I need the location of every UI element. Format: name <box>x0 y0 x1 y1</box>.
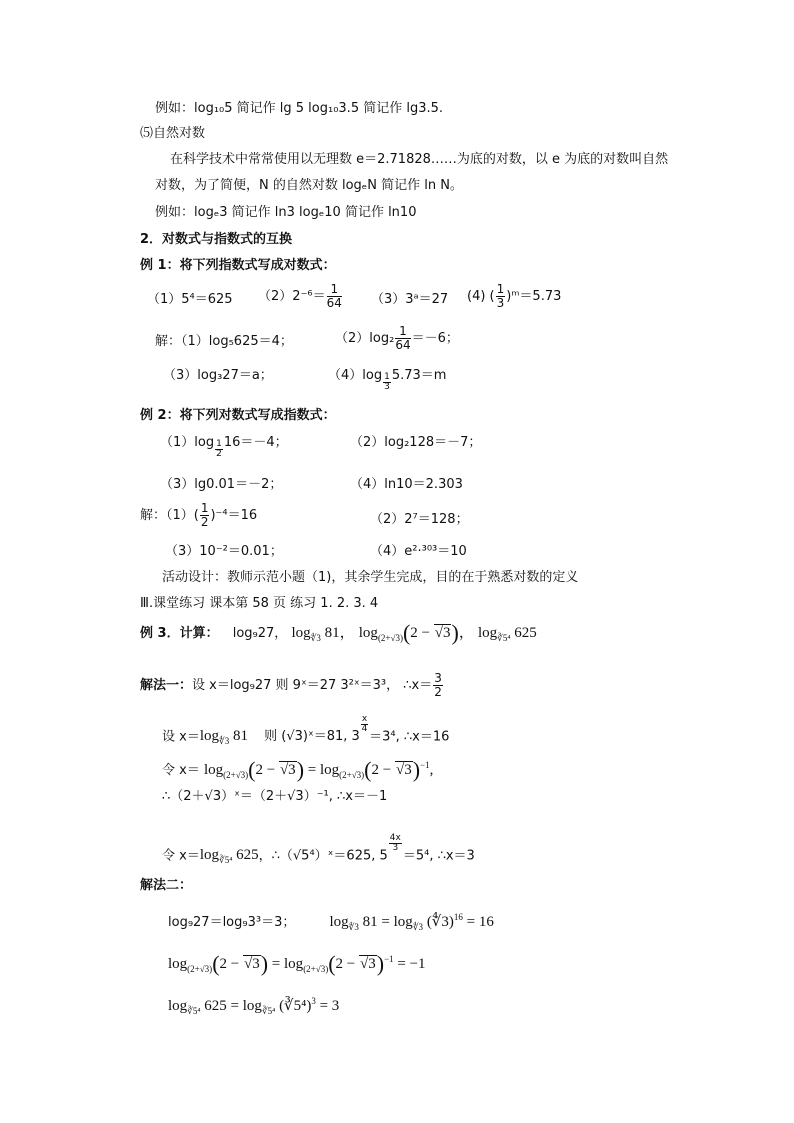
ex1-q1: （1）5⁴＝625 <box>147 292 233 307</box>
line-5: 例如：logₑ3 简记作 ln3 logₑ10 简记作 ln10 <box>155 205 417 220</box>
method-2-line-2: $\log_{(2+√3)}(2 - √3) = \log_{(2+√3)}(2 - √3)^{-1} = -1$ <box>168 951 426 976</box>
ex2-q4: （4）ln10＝2.303 <box>350 477 463 492</box>
example-1-title: 例 1：将下列指数式写成对数式： <box>140 258 336 273</box>
method-1-line-3: 令 $x= \log_{(2+√3)}(2 - √3) = \log_{(2+√3)}(2 - √3)^{-1}$, <box>162 757 434 782</box>
ex2-q1: （1）log $\frac{1}{2}$ 16＝－4； <box>160 435 288 459</box>
example-2-title: 例 2：将下列对数式写成指数式： <box>140 408 336 423</box>
method-1-line-2: 设 $x=\log_{∜3}$ 81 则 (√3)ˣ＝81, 3 $^{\frac{x}{4}}$ ＝3⁴, ∴x＝16 <box>162 714 450 747</box>
sol1-a: 解：（1）log₅625＝4； <box>155 334 293 349</box>
math-log-2p3-2m3: $\log_{(2+√3)}(2 - √3)$， <box>358 620 474 645</box>
sol2-d: （4）e²·³⁰³＝10 <box>370 544 467 559</box>
line-2: ⑸自然对数 <box>140 126 206 141</box>
method-1: 解法一：设 x＝log₉27 则 9ˣ＝27 3²ˣ＝3³， ∴x＝ $\frac{3}{2}$ <box>140 671 442 699</box>
sol2-a: 解：（1）( $\frac{1}{2}$ )⁻⁴＝16 <box>140 501 258 529</box>
activity-design: 活动设计：教师示范小题（1)，其余学生完成，目的在于熟悉对数的定义 <box>162 570 579 585</box>
math-log-4rt3-81: $\log_{∜3} 81$， <box>291 625 355 643</box>
class-practice: Ⅲ.课堂练习 课本第 58 页 练习 1. 2. 3. 4 <box>140 596 379 611</box>
ex2-q3: （3）lg0.01＝－2； <box>160 477 283 492</box>
line-1: 例如：log₁₀5 简记作 lg 5 log₁₀3.5 简记作 lg3.5. <box>155 101 444 116</box>
method-2-title: 解法二： <box>140 878 193 893</box>
method-1-line-4: ∴（2＋√3）ˣ＝（2＋√3）⁻¹, ∴x＝－1 <box>162 789 388 804</box>
method-2-line-1: log₉27＝log₉3³＝3； $\log_{∜3} 81 = \log_{∜3}$ (∜3)$^{16}$ = 16 <box>168 912 494 932</box>
sol2-c: （3）10⁻²＝0.01； <box>165 544 283 559</box>
ex2-q2: （2）log₂128＝－7； <box>350 435 482 450</box>
ex1-q4: (4) ( $\frac{1}{3}$ )ᵐ＝5.73 <box>467 282 562 310</box>
example-3: 例 3．计算： log₉27， $\log_{∜3} 81$， $\log_{(2+√3)}(2 - √3)$， $\log_{∛5^4} 625$ <box>140 620 537 645</box>
section-2-title: 2．对数式与指数式的互换 <box>140 232 293 247</box>
line-3: 在科学技术中常常使用以无理数 e＝2.71828……为底的对数，以 e 为底的对数叫自然 <box>170 152 669 167</box>
method-1-line-5: 令 $x=\log_{∛5^4}$ 625，∴（√5⁴）ˣ＝625, 5 $^{\frac{4x}{3}}$ ＝5⁴, ∴x＝3 <box>162 833 475 866</box>
math-log-cbrt54-625: $\log_{∛5^4} 625$ <box>477 625 537 643</box>
line-4: 对数，为了简便，N 的自然对数 logₑN 简记作 ln N。 <box>155 178 463 193</box>
sol1-d: （4）log $\frac{1}{3}$ 5.73＝m <box>328 368 447 392</box>
ex1-q2: （2）2⁻⁶＝ $\frac{1}{64}$ <box>258 282 342 310</box>
method-2-line-3: $\log_{∛5^4} 625 = \log_{∛5^4}$ (∛5⁴)$^3$ = 3 <box>168 996 340 1016</box>
sol1-c: （3）log₃27＝a； <box>163 368 273 383</box>
sol2-b: （2）2⁷＝128； <box>370 512 469 527</box>
sol1-b: （2）log₂ $\frac{1}{64}$ ＝－6； <box>335 324 459 352</box>
ex1-q3: （3）3ᵃ＝27 <box>371 292 449 307</box>
